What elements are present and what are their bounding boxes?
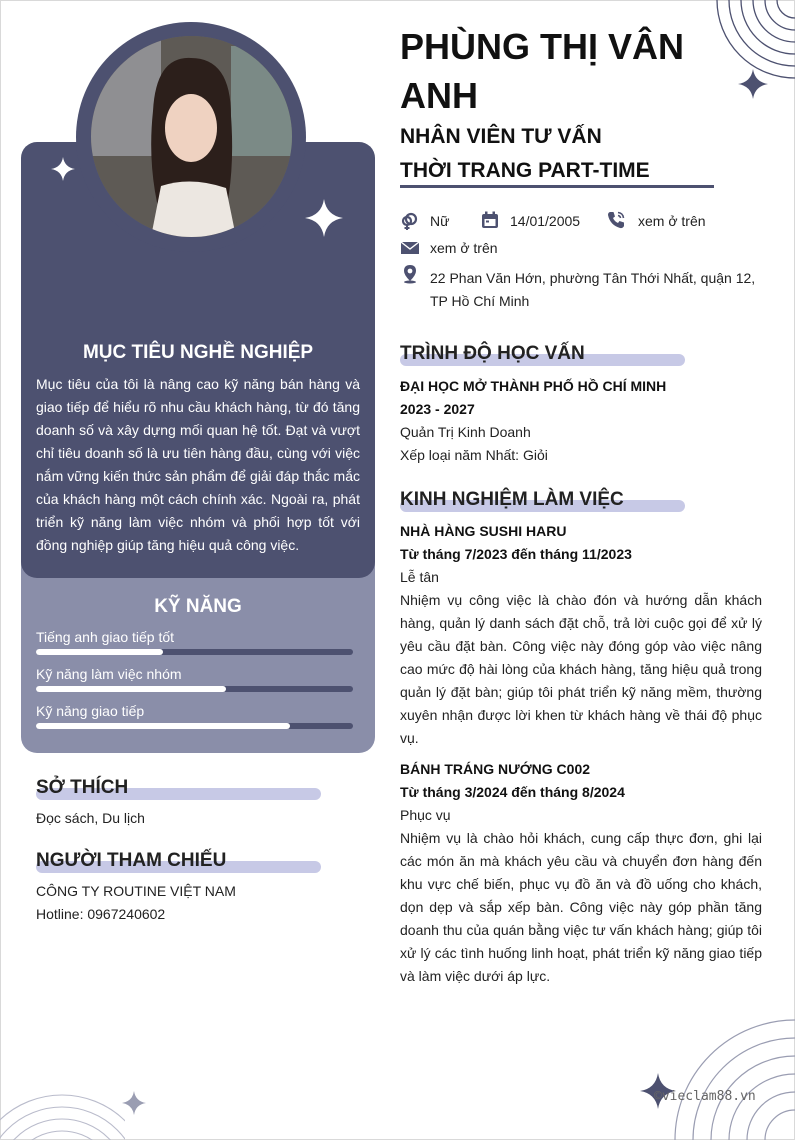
sparkle-icon <box>122 1091 146 1115</box>
candidate-name: PHÙNG THỊ VÂN ANH <box>400 26 685 116</box>
skill-bar <box>36 723 353 729</box>
sparkle-icon <box>51 157 75 181</box>
address-text: 22 Phan Văn Hớn, phường Tân Thới Nhất, quận 12, TP Hồ Chí Minh <box>430 270 756 309</box>
objective-text: Mục tiêu của tôi là nâng cao kỹ năng bán hàng và giao tiếp để hiểu rõ nhu cầu khách hàng, từ đó tăng doanh số và xây dựng mối quan hệ tốt. Đạt và vượt chỉ tiêu doanh số là ưu tiên hàng đầu, cùng với việc nắm vững kiến thức sản phẩm để giải đáp thắc mắc của khách hàng một cách chính xác. Ngoài ra, phát triển kỹ năng làm việc nhóm và phối hợp tốt với đồng nghiệp giúp tăng hiệu quả công việc. <box>36 376 360 553</box>
education-rank: Xếp loại năm Nhất: Giỏi <box>400 447 548 463</box>
birthday-text: 14/01/2005 <box>510 213 581 229</box>
job-description: Nhiệm vụ là chào hỏi khách, cung cấp thực đơn, ghi lại các món ăn mà khách yêu cầu và chuyển đơn hàng đến khu vực chế biến, phục vụ đồ ăn và đồ uống cho khách, dọn dẹp và sắp xếp bàn. Công việc này góp phần tăng doanh thu của quán bằng việc tư vấn khách hàng; giúp tôi xử lý các tình huống linh hoạt, phát triển kỹ năng giao tiếp và làm việc dưới áp lực. <box>400 830 762 984</box>
location-icon <box>400 264 420 284</box>
job-position: Phục vụ <box>400 807 451 823</box>
job-position: Lễ tân <box>400 569 439 585</box>
gender-icon <box>400 211 420 231</box>
job-company: BÁNH TRÁNG NƯỚNG C002 <box>400 761 591 777</box>
email-text: xem ở trên <box>430 240 498 256</box>
skills-title: KỸ NĂNG <box>154 596 242 617</box>
job-company: NHÀ HÀNG SUSHI HARU <box>400 523 567 539</box>
education-major: Quản Trị Kinh Doanh <box>400 424 531 440</box>
reference-company: CÔNG TY ROUTINE VIỆT NAM <box>36 883 236 899</box>
skill-name: Kỹ năng làm việc nhóm <box>36 666 182 682</box>
gender-text: Nữ <box>430 213 450 229</box>
skill-item <box>36 703 353 729</box>
skill-bar-fill <box>36 649 163 655</box>
skill-bar-fill <box>36 686 226 692</box>
divider <box>400 185 714 188</box>
job-period: Từ tháng 3/2024 đến tháng 8/2024 <box>400 784 625 800</box>
skill-bar <box>36 686 353 692</box>
email-icon <box>400 238 420 258</box>
phone-icon <box>606 210 626 230</box>
skill-name: Tiếng anh giao tiếp tốt <box>36 629 175 645</box>
education-period: 2023 - 2027 <box>400 401 475 417</box>
hobbies-text: Đọc sách, Du lịch <box>36 810 145 826</box>
role-line: THỜI TRANG PART-TIME <box>400 159 650 182</box>
skill-name: Kỹ năng giao tiếp <box>36 703 145 719</box>
job-period: Từ tháng 7/2023 đến tháng 11/2023 <box>400 546 632 562</box>
skill-bar <box>36 649 353 655</box>
skill-item <box>36 666 353 692</box>
skill-item <box>36 629 353 655</box>
reference-hotline: Hotline: 0967240602 <box>36 906 166 922</box>
role-line: NHÂN VIÊN TƯ VẤN <box>400 125 602 148</box>
objective-title: MỤC TIÊU NGHỀ NGHIỆP <box>82 342 314 363</box>
references-title: NGƯỜI THAM CHIẾU <box>36 850 227 871</box>
hobbies-title: SỞ THÍCH <box>36 777 129 798</box>
concentric-arcs-decoration <box>655 995 795 1140</box>
calendar-icon <box>480 210 500 230</box>
skill-bar-fill <box>36 723 290 729</box>
experience-title: KINH NGHIỆM LÀM VIỆC <box>400 489 624 510</box>
watermark: ©vieclam88.vn <box>654 1089 756 1104</box>
sparkle-icon <box>738 69 768 99</box>
education-title: TRÌNH ĐỘ HỌC VẤN <box>400 343 585 364</box>
sparkle-icon <box>305 199 343 237</box>
phone-text: xem ở trên <box>638 213 706 229</box>
candidate-role <box>400 120 650 188</box>
job-description: Nhiệm vụ công việc là chào đón và hướng dẫn khách hàng, quản lý danh sách đặt chỗ, trả lời cuộc gọi để xử lý yêu cầu đặt bàn. Công việc này đóng góp vào việc nâng cao mức độ hài lòng của khách hàng, tăng hiệu quả trong quản lý đặt bàn; giúp tôi phát triển kỹ năng mềm, thường xuyên nhận được lời khen từ khách hàng về thái độ phục vụ. <box>400 592 762 746</box>
profile-photo <box>91 36 292 237</box>
concentric-arcs-decoration <box>0 1065 125 1140</box>
school-name: ĐẠI HỌC MỞ THÀNH PHỐ HỒ CHÍ MINH <box>400 378 667 394</box>
